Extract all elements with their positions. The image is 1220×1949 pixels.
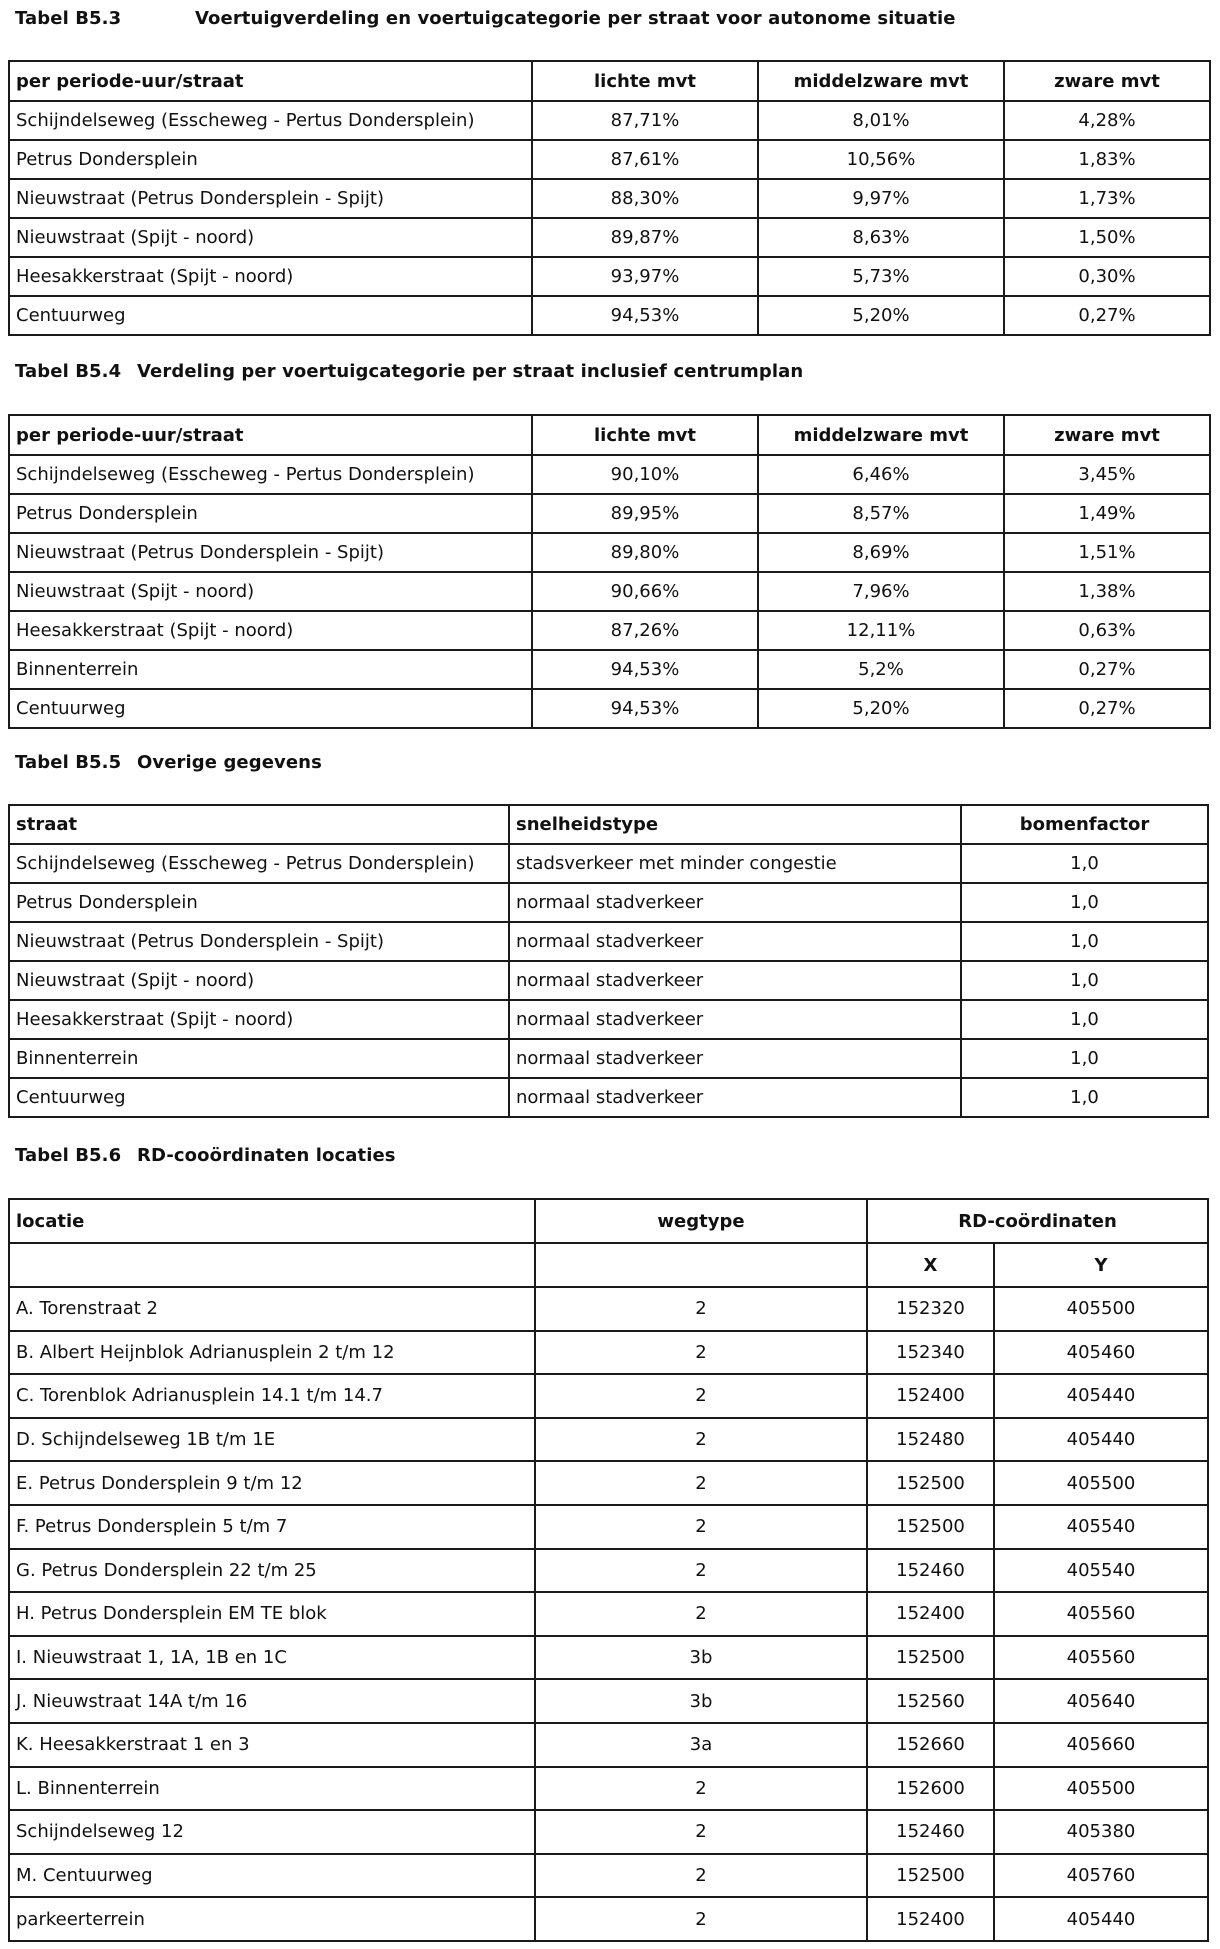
table-cell: Binnenterrein: [9, 650, 532, 689]
table-cell: Schijndelseweg 12: [9, 1810, 535, 1854]
table-cell: 0,27%: [1004, 296, 1210, 335]
table-row: [9, 1461, 1208, 1505]
table-row: [9, 218, 1210, 257]
table-cell: 89,80%: [532, 533, 758, 572]
table-cell: J. Nieuwstraat 14A t/m 16: [9, 1679, 535, 1723]
header-cell: middelzware mvt: [758, 61, 1004, 101]
table-cell: Heesakkerstraat (Spijt - noord): [9, 257, 532, 296]
table-cell: 2: [535, 1549, 867, 1593]
caption-title: Verdeling per voertuigcategorie per straat inclusief centrumplan: [137, 361, 804, 382]
table-cell: D. Schijndelseweg 1B t/m 1E: [9, 1418, 535, 1462]
table-row: [9, 1039, 1208, 1078]
table-cell: 2: [535, 1461, 867, 1505]
table-cell: 5,20%: [758, 689, 1004, 728]
table-cell: 5,20%: [758, 296, 1004, 335]
table-cell: 1,0: [961, 883, 1208, 922]
table-cell: 152500: [867, 1854, 994, 1898]
table-row: [9, 1418, 1208, 1462]
table-row: [9, 1897, 1208, 1941]
header-cell: straat: [9, 805, 509, 844]
caption-number: Tabel B5.3: [15, 8, 122, 29]
table-cell: 405500: [994, 1767, 1208, 1811]
header-empty: [9, 1243, 535, 1287]
header-cell: per periode-uur/straat: [9, 415, 532, 455]
table-row: [9, 1374, 1208, 1418]
table-cell: 3b: [535, 1679, 867, 1723]
caption-b55: [15, 752, 322, 773]
table-cell: 405560: [994, 1592, 1208, 1636]
table-cell: G. Petrus Dondersplein 22 t/m 25: [9, 1549, 535, 1593]
table-row: [9, 101, 1210, 140]
table-row: [9, 1331, 1208, 1375]
table-row: [9, 1636, 1208, 1680]
table-row: [9, 533, 1210, 572]
header-wegtype: wegtype: [535, 1199, 867, 1243]
table-cell: 89,87%: [532, 218, 758, 257]
table-cell: Heesakkerstraat (Spijt - noord): [9, 611, 532, 650]
header-cell: bomenfactor: [961, 805, 1208, 844]
table-cell: 10,56%: [758, 140, 1004, 179]
table-cell: 0,27%: [1004, 650, 1210, 689]
table-cell: normaal stadverkeer: [509, 1078, 961, 1117]
table-cell: normaal stadverkeer: [509, 961, 961, 1000]
table-cell: 0,63%: [1004, 611, 1210, 650]
table-cell: parkeerterrein: [9, 1897, 535, 1941]
table-cell: 1,0: [961, 1000, 1208, 1039]
table-cell: 4,28%: [1004, 101, 1210, 140]
table-cell: 405540: [994, 1505, 1208, 1549]
table-cell: 1,0: [961, 1078, 1208, 1117]
table-cell: E. Petrus Dondersplein 9 t/m 12: [9, 1461, 535, 1505]
table-cell: Centuurweg: [9, 296, 532, 335]
table-cell: 1,0: [961, 922, 1208, 961]
table-cell: 2: [535, 1331, 867, 1375]
table-row: [9, 1549, 1208, 1593]
header-y: Y: [994, 1243, 1208, 1287]
table-cell: 152500: [867, 1461, 994, 1505]
table-row: [9, 689, 1210, 728]
table-header-row: [9, 415, 1210, 455]
table-cell: 152500: [867, 1505, 994, 1549]
table-cell: F. Petrus Dondersplein 5 t/m 7: [9, 1505, 535, 1549]
table-cell: 1,0: [961, 961, 1208, 1000]
table-row: [9, 1854, 1208, 1898]
table-cell: 152660: [867, 1723, 994, 1767]
table-cell: 2: [535, 1810, 867, 1854]
table-cell: 152460: [867, 1810, 994, 1854]
table-cell: 87,26%: [532, 611, 758, 650]
table-cell: 90,10%: [532, 455, 758, 494]
table-row: [9, 1287, 1208, 1331]
table-cell: H. Petrus Dondersplein EM TE blok: [9, 1592, 535, 1636]
table-cell: 0,27%: [1004, 689, 1210, 728]
table-cell: Schijndelseweg (Esscheweg - Pertus Dondersplein): [9, 455, 532, 494]
table-cell: 1,51%: [1004, 533, 1210, 572]
table-row: [9, 140, 1210, 179]
table-cell: Nieuwstraat (Spijt - noord): [9, 961, 509, 1000]
table-cell: 1,83%: [1004, 140, 1210, 179]
table-row: [9, 1679, 1208, 1723]
table-cell: 152460: [867, 1549, 994, 1593]
caption-b54: [15, 361, 803, 382]
caption-number: Tabel B5.5: [15, 752, 122, 773]
table-row: [9, 961, 1208, 1000]
table-cell: 1,38%: [1004, 572, 1210, 611]
table-cell: Heesakkerstraat (Spijt - noord): [9, 1000, 509, 1039]
table-cell: normaal stadverkeer: [509, 883, 961, 922]
table-cell: 89,95%: [532, 494, 758, 533]
table-header-row: [9, 805, 1208, 844]
table-cell: 1,0: [961, 1039, 1208, 1078]
table-cell: normaal stadverkeer: [509, 1039, 961, 1078]
table-cell: 405660: [994, 1723, 1208, 1767]
table-cell: 405540: [994, 1549, 1208, 1593]
table-row: [9, 1723, 1208, 1767]
table-cell: 152500: [867, 1636, 994, 1680]
header-cell: lichte mvt: [532, 61, 758, 101]
table-row: [9, 1767, 1208, 1811]
table-cell: Nieuwstraat (Spijt - noord): [9, 572, 532, 611]
table-cell: 152400: [867, 1592, 994, 1636]
table-row: [9, 296, 1210, 335]
table-cell: 152600: [867, 1767, 994, 1811]
table-row: [9, 611, 1210, 650]
table-b55: [8, 804, 1209, 1118]
table-cell: 405560: [994, 1636, 1208, 1680]
table-row: [9, 883, 1208, 922]
table-cell: 8,57%: [758, 494, 1004, 533]
table-cell: 152340: [867, 1331, 994, 1375]
table-cell: 405440: [994, 1374, 1208, 1418]
table-cell: B. Albert Heijnblok Adrianusplein 2 t/m 12: [9, 1331, 535, 1375]
table-cell: 152560: [867, 1679, 994, 1723]
table-cell: 88,30%: [532, 179, 758, 218]
table-cell: Petrus Dondersplein: [9, 494, 532, 533]
table-cell: 3b: [535, 1636, 867, 1680]
table-cell: 2: [535, 1505, 867, 1549]
table-cell: 1,49%: [1004, 494, 1210, 533]
table-cell: L. Binnenterrein: [9, 1767, 535, 1811]
table-row: [9, 650, 1210, 689]
table-cell: 2: [535, 1418, 867, 1462]
table-cell: 3a: [535, 1723, 867, 1767]
table-cell: 6,46%: [758, 455, 1004, 494]
table-cell: 8,69%: [758, 533, 1004, 572]
table-cell: Petrus Dondersplein: [9, 883, 509, 922]
header-x: X: [867, 1243, 994, 1287]
table-cell: 90,66%: [532, 572, 758, 611]
table-row: [9, 455, 1210, 494]
table-cell: Petrus Dondersplein: [9, 140, 532, 179]
table-cell: 152400: [867, 1897, 994, 1941]
header-cell: zware mvt: [1004, 415, 1210, 455]
table-cell: 1,50%: [1004, 218, 1210, 257]
table-cell: Nieuwstraat (Petrus Dondersplein - Spijt): [9, 922, 509, 961]
table-header-row: [9, 61, 1210, 101]
table-cell: Centuurweg: [9, 689, 532, 728]
table-cell: Binnenterrein: [9, 1039, 509, 1078]
table-cell: 405760: [994, 1854, 1208, 1898]
header-cell: per periode-uur/straat: [9, 61, 532, 101]
table-cell: normaal stadverkeer: [509, 1000, 961, 1039]
table-cell: Nieuwstraat (Petrus Dondersplein - Spijt): [9, 533, 532, 572]
caption-number: Tabel B5.6: [15, 1145, 122, 1166]
table-cell: 94,53%: [532, 296, 758, 335]
header-empty: [535, 1243, 867, 1287]
caption-number: Tabel B5.4: [15, 361, 122, 382]
caption-title: Overige gegevens: [137, 752, 322, 773]
table-cell: 2: [535, 1767, 867, 1811]
table-row: [9, 572, 1210, 611]
table-cell: 405380: [994, 1810, 1208, 1854]
header-cell: zware mvt: [1004, 61, 1210, 101]
table-cell: 405460: [994, 1331, 1208, 1375]
header-cell: middelzware mvt: [758, 415, 1004, 455]
table-row: [9, 1592, 1208, 1636]
table-cell: normaal stadverkeer: [509, 922, 961, 961]
table-row: [9, 1810, 1208, 1854]
caption-b53: [15, 8, 956, 29]
table-cell: 1,73%: [1004, 179, 1210, 218]
table-row: [9, 844, 1208, 883]
table-cell: Schijndelseweg (Esscheweg - Pertus Dondersplein): [9, 101, 532, 140]
table-cell: Schijndelseweg (Esscheweg - Petrus Dondersplein): [9, 844, 509, 883]
table-cell: 93,97%: [532, 257, 758, 296]
table-cell: 12,11%: [758, 611, 1004, 650]
table-b54: [8, 414, 1211, 729]
table-header-row: [9, 1199, 1208, 1243]
table-cell: 405500: [994, 1461, 1208, 1505]
table-cell: 2: [535, 1897, 867, 1941]
table-row: [9, 1505, 1208, 1549]
table-cell: 9,97%: [758, 179, 1004, 218]
table-cell: K. Heesakkerstraat 1 en 3: [9, 1723, 535, 1767]
table-cell: 405440: [994, 1897, 1208, 1941]
table-cell: 87,61%: [532, 140, 758, 179]
table-cell: 2: [535, 1854, 867, 1898]
table-row: [9, 494, 1210, 533]
header-cell: lichte mvt: [532, 415, 758, 455]
table-cell: 405500: [994, 1287, 1208, 1331]
table-cell: 3,45%: [1004, 455, 1210, 494]
table-cell: 1,0: [961, 844, 1208, 883]
table-cell: 8,01%: [758, 101, 1004, 140]
table-row: [9, 179, 1210, 218]
table-cell: 94,53%: [532, 650, 758, 689]
table-cell: 2: [535, 1287, 867, 1331]
table-cell: M. Centuurweg: [9, 1854, 535, 1898]
table-cell: 152400: [867, 1374, 994, 1418]
table-cell: 5,2%: [758, 650, 1004, 689]
table-cell: 2: [535, 1374, 867, 1418]
table-cell: Nieuwstraat (Spijt - noord): [9, 218, 532, 257]
table-cell: A. Torenstraat 2: [9, 1287, 535, 1331]
caption-title: RD-cooördinaten locaties: [137, 1145, 396, 1166]
table-cell: Nieuwstraat (Petrus Dondersplein - Spijt): [9, 179, 532, 218]
table-cell: 0,30%: [1004, 257, 1210, 296]
table-cell: 8,63%: [758, 218, 1004, 257]
table-row: [9, 922, 1208, 961]
caption-title: Voertuigverdeling en voertuigcategorie per straat voor autonome situatie: [195, 8, 956, 29]
table-b53: [8, 60, 1211, 336]
caption-b56: [15, 1145, 396, 1166]
table-cell: 7,96%: [758, 572, 1004, 611]
header-rd-coordinaten: RD-coördinaten: [867, 1199, 1208, 1243]
table-cell: C. Torenblok Adrianusplein 14.1 t/m 14.7: [9, 1374, 535, 1418]
header-cell: snelheidstype: [509, 805, 961, 844]
table-cell: Centuurweg: [9, 1078, 509, 1117]
table-cell: 405440: [994, 1418, 1208, 1462]
table-cell: stadsverkeer met minder congestie: [509, 844, 961, 883]
table-cell: 152480: [867, 1418, 994, 1462]
table-cell: I. Nieuwstraat 1, 1A, 1B en 1C: [9, 1636, 535, 1680]
table-row: [9, 257, 1210, 296]
table-subheader-row: [9, 1243, 1208, 1287]
table-row: [9, 1078, 1208, 1117]
table-cell: 405640: [994, 1679, 1208, 1723]
table-cell: 87,71%: [532, 101, 758, 140]
header-locatie: locatie: [9, 1199, 535, 1243]
table-cell: 152320: [867, 1287, 994, 1331]
table-cell: 2: [535, 1592, 867, 1636]
table-b56: [8, 1198, 1209, 1942]
table-row: [9, 1000, 1208, 1039]
table-cell: 94,53%: [532, 689, 758, 728]
table-cell: 5,73%: [758, 257, 1004, 296]
